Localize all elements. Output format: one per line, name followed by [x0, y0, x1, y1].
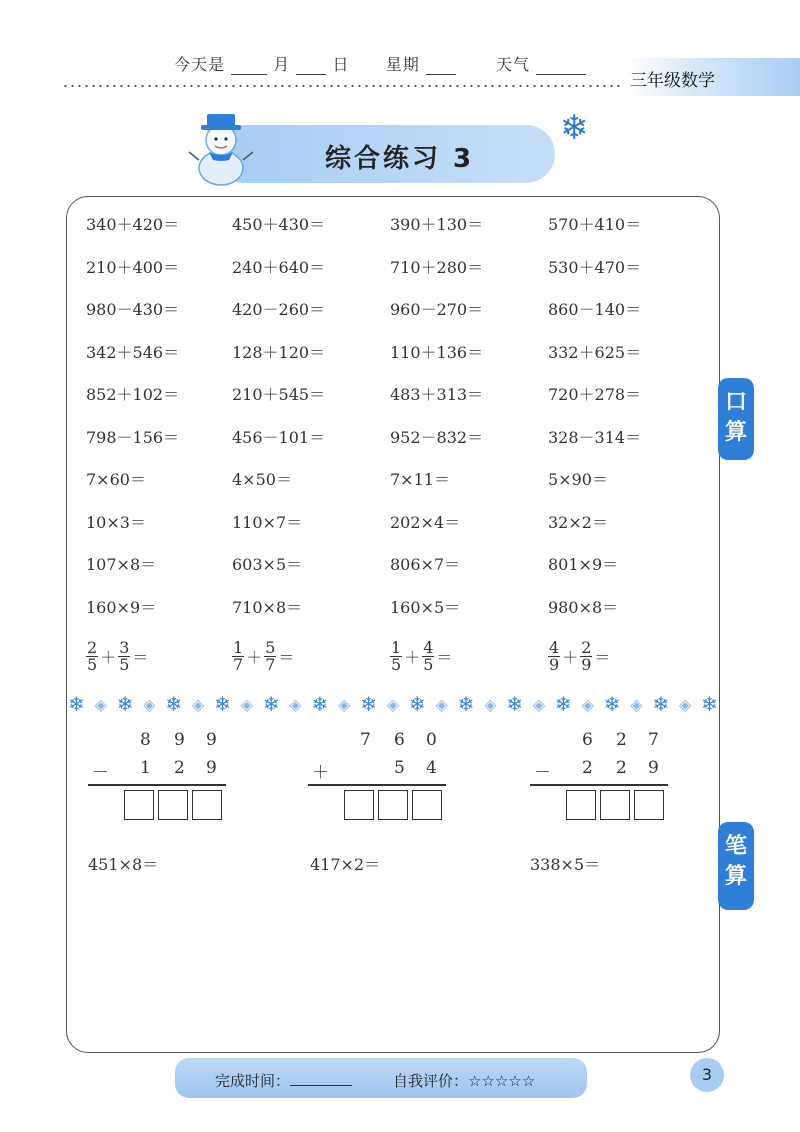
oral-problem: 483＋313＝ [390, 385, 484, 404]
answer-box[interactable] [124, 790, 154, 820]
oral-problem: 390＋130＝ [390, 215, 484, 234]
diamond-icon: ◈ [386, 694, 400, 714]
oral-problem: 4×50＝ [232, 470, 292, 489]
denominator: 5 [391, 655, 402, 674]
diamond-icon: ◈ [630, 694, 643, 714]
snowflake-icon: ❄ [311, 692, 329, 716]
diamond-icon: ◈ [484, 694, 497, 714]
diamond-icon: ◈ [679, 694, 692, 714]
operator: － [92, 763, 109, 783]
oral-problem: 32×2＝ [548, 512, 608, 532]
denominator: 9 [581, 655, 592, 674]
written-tab-char-1: 笔 [724, 834, 747, 859]
written-calc-tab [718, 822, 754, 910]
equals-sign: ＝ [278, 648, 295, 667]
denominator: 9 [549, 655, 560, 674]
fraction-problem [390, 640, 454, 673]
diamond-icon: ◈ [143, 694, 156, 714]
fraction-problem [232, 640, 296, 673]
oral-problem: 10×3＝ [86, 512, 146, 532]
numerator: 2 [87, 638, 98, 657]
written-problem-1: 451×8＝ [88, 855, 159, 874]
numerator: 1 [391, 638, 402, 657]
snowflake-icon: ❄ [68, 692, 85, 716]
top-digit: 0 [426, 730, 437, 750]
vertical-problem [88, 730, 238, 830]
bottom-digit: 9 [206, 758, 217, 778]
today-label: 今天是 [174, 55, 226, 74]
dotted-divider [62, 84, 622, 88]
result-line [88, 784, 226, 786]
self-eval-label: 自我评价：☆☆☆☆☆ [393, 1072, 536, 1090]
month-blank[interactable] [231, 58, 267, 75]
written-problem-2: 417×2＝ [310, 855, 381, 874]
numerator: 1 [233, 638, 244, 657]
oral-problem: 342＋546＝ [86, 342, 180, 362]
oral-problem: 5×90＝ [548, 470, 608, 489]
exercise-box [66, 196, 720, 1053]
diamond-icon: ◈ [581, 694, 594, 714]
oral-problem: 852＋102＝ [86, 385, 180, 404]
snowflake-icon: ❄ [214, 692, 231, 716]
diamond-icon: ◈ [240, 694, 253, 714]
snowflake-separator [68, 690, 718, 718]
oral-problem: 210＋400＝ [86, 257, 180, 277]
day-blank[interactable] [296, 58, 326, 75]
answer-box[interactable] [566, 790, 596, 820]
written-tab-char-2: 算 [724, 864, 747, 889]
denominator: 5 [87, 655, 98, 674]
mental-tab-char-1: 口 [724, 390, 747, 415]
weekday-label: 星期 [385, 55, 420, 74]
oral-problem: 603×5＝ [232, 555, 303, 574]
snowflake-icon: ❄ [457, 692, 475, 716]
bottom-digit: 9 [648, 758, 659, 778]
oral-problem: 980－430＝ [86, 300, 180, 319]
numerator: 4 [423, 638, 434, 657]
month-label: 月 [273, 55, 291, 74]
oral-problem: 456－101＝ [232, 427, 326, 447]
oral-problem: 202×4＝ [390, 512, 461, 532]
denominator: 5 [119, 655, 130, 674]
snowflake-icon: ❄ [116, 692, 134, 716]
diamond-icon: ◈ [191, 694, 205, 714]
operator: ＋ [100, 648, 117, 667]
answer-box[interactable] [634, 790, 664, 820]
fraction-problem [86, 640, 150, 673]
snowflake-icon: ❄ [701, 692, 718, 716]
top-digit: 6 [582, 730, 593, 750]
vertical-problem [530, 730, 680, 830]
date-line [55, 52, 586, 75]
top-digit: 6 [394, 730, 405, 750]
oral-problem: 240＋640＝ [232, 257, 326, 277]
snowflake-icon: ❄ [360, 692, 377, 716]
oral-problem: 210＋545＝ [232, 385, 326, 404]
fraction-problem [548, 640, 612, 673]
bottom-digit: 4 [426, 758, 437, 778]
result-line [308, 784, 446, 786]
denominator: 5 [423, 655, 434, 674]
operator: ＋ [246, 648, 263, 667]
mental-tab-char-2: 算 [724, 420, 747, 445]
bottom-digit: 2 [616, 758, 627, 778]
answer-box[interactable] [412, 790, 442, 820]
oral-problem: 570＋410＝ [548, 215, 642, 234]
oral-problem: 7×11＝ [390, 470, 450, 489]
weather-label: 天气 [496, 55, 531, 74]
oral-problem: 710×8＝ [232, 597, 303, 617]
operator: ＋ [562, 648, 579, 667]
vertical-problem [308, 730, 458, 830]
equals-sign: ＝ [436, 648, 453, 667]
top-digit: 2 [616, 730, 627, 750]
completion-time-blank[interactable] [290, 1085, 352, 1086]
equals-sign: ＝ [594, 648, 611, 667]
snowflake-icon: ❄ [506, 692, 524, 716]
answer-box[interactable] [192, 790, 222, 820]
oral-problem: 107×8＝ [86, 555, 157, 574]
oral-problem: 980×8＝ [548, 597, 619, 617]
snowflake-icon: ❄ [555, 692, 572, 716]
oral-problem: 798－156＝ [86, 427, 180, 447]
oral-problem: 128＋120＝ [232, 342, 326, 362]
oral-problem: 110×7＝ [232, 512, 303, 532]
snowflake-icon: ❄ [560, 108, 589, 148]
bottom-digit: 2 [174, 758, 185, 778]
operator: － [534, 763, 551, 783]
mental-calc-tab [718, 378, 754, 460]
weekday-blank[interactable] [426, 58, 456, 75]
oral-problem: 340＋420＝ [86, 215, 180, 234]
diamond-icon: ◈ [94, 694, 107, 714]
oral-problem: 806×7＝ [390, 555, 461, 574]
page-title: 综合练习 3 [325, 144, 475, 174]
top-digit: 8 [140, 730, 151, 750]
oral-problem: 7×60＝ [86, 470, 146, 489]
top-digit: 7 [360, 730, 371, 750]
answer-box[interactable] [378, 790, 408, 820]
oral-problem: 720＋278＝ [548, 385, 642, 404]
page-number: 3 [690, 1058, 724, 1092]
oral-problem: 450＋430＝ [232, 215, 326, 234]
numerator: 2 [581, 638, 592, 657]
oral-problem: 332＋625＝ [548, 342, 642, 362]
diamond-icon: ◈ [289, 694, 302, 714]
answer-box[interactable] [158, 790, 188, 820]
diamond-icon: ◈ [338, 694, 351, 714]
denominator: 7 [233, 655, 244, 674]
top-digit: 9 [206, 730, 217, 750]
snowman-icon [185, 100, 255, 190]
day-label: 日 [332, 55, 350, 74]
answer-box[interactable] [344, 790, 374, 820]
answer-box[interactable] [600, 790, 630, 820]
top-digit: 9 [174, 730, 185, 750]
numerator: 3 [119, 638, 130, 657]
top-digit: 7 [648, 730, 659, 750]
operator: ＋ [404, 648, 421, 667]
oral-problem: 710＋280＝ [390, 257, 484, 277]
snowflake-icon: ❄ [603, 692, 621, 716]
oral-problem: 952－832＝ [390, 427, 484, 447]
oral-problem: 328－314＝ [548, 427, 642, 447]
oral-problem: 530＋470＝ [548, 257, 642, 277]
oral-problem: 160×5＝ [390, 597, 461, 617]
snowflake-icon: ❄ [408, 692, 426, 716]
completion-time-label: 完成时间： [215, 1072, 291, 1090]
numerator: 4 [549, 638, 560, 657]
snowflake-icon: ❄ [652, 692, 670, 716]
numerator: 5 [265, 638, 276, 657]
oral-problem: 160×9＝ [86, 597, 157, 617]
bottom-digit: 1 [140, 758, 151, 778]
oral-problem: 801×9＝ [548, 555, 619, 574]
equals-sign: ＝ [132, 648, 149, 667]
footer-bar [175, 1058, 587, 1098]
written-problem-3: 338×5＝ [530, 855, 601, 874]
bottom-digit: 2 [582, 758, 593, 778]
bottom-digit: 5 [394, 758, 405, 778]
snowflake-icon: ❄ [165, 692, 183, 716]
operator: ＋ [312, 763, 329, 783]
oral-problem: 420－260＝ [232, 300, 326, 319]
snowflake-icon: ❄ [262, 692, 280, 716]
weather-blank[interactable] [536, 58, 586, 75]
oral-problem: 110＋136＝ [390, 342, 484, 362]
oral-problem: 860－140＝ [548, 300, 642, 319]
result-line [530, 784, 668, 786]
grade-label: 三年级数学 [630, 71, 715, 91]
diamond-icon: ◈ [435, 694, 448, 714]
oral-problem: 960－270＝ [390, 300, 484, 319]
diamond-icon: ◈ [532, 694, 546, 714]
denominator: 7 [265, 655, 276, 674]
